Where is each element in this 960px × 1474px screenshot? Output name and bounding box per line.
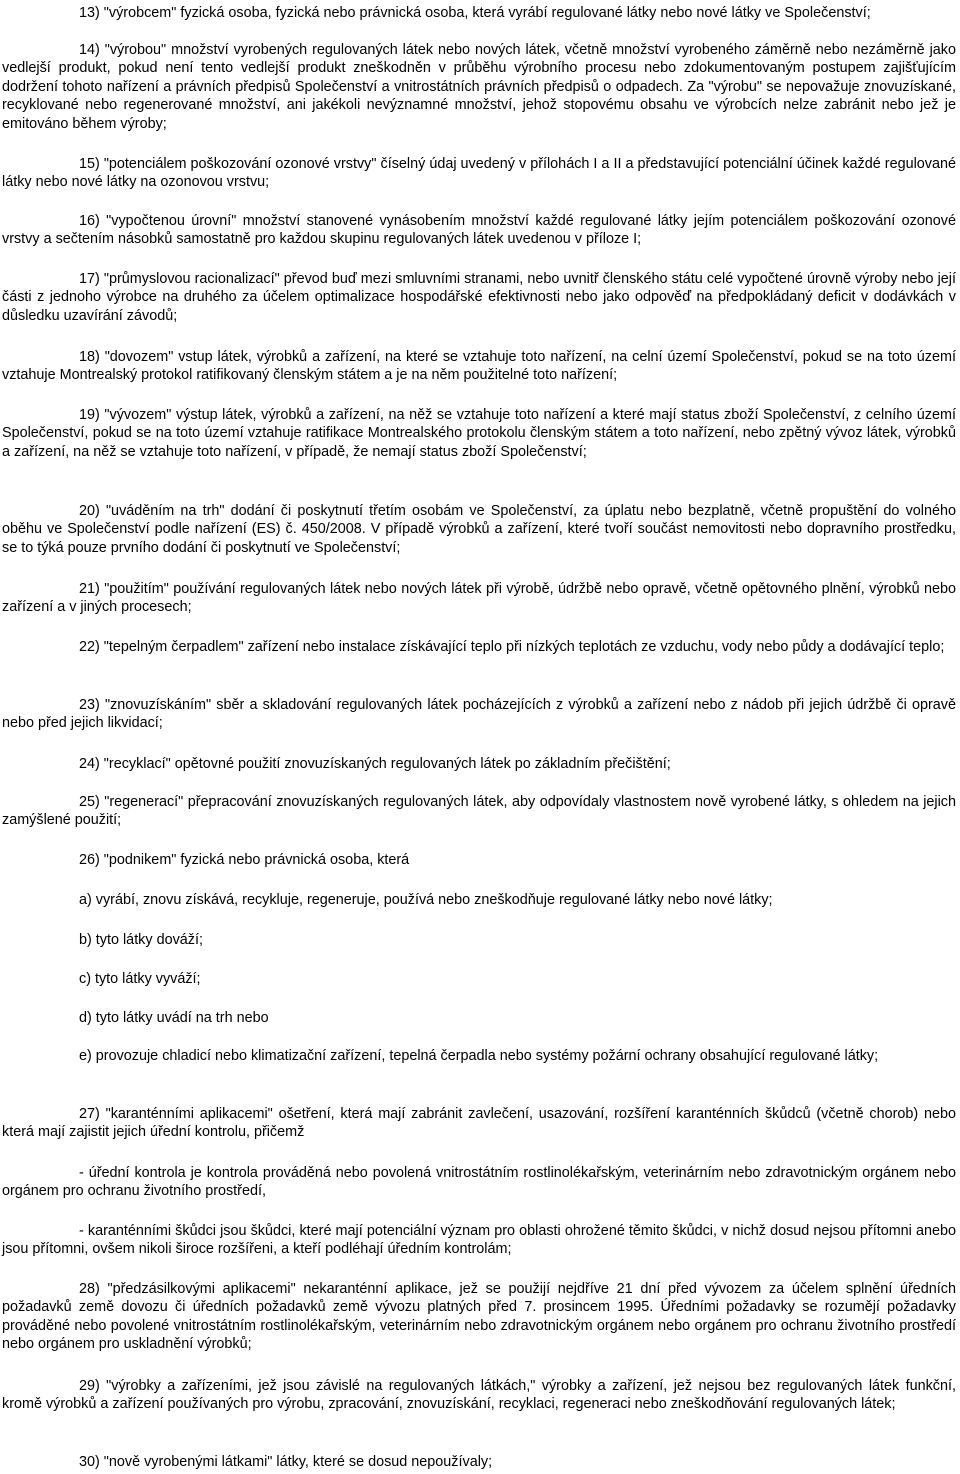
paragraph-16: 16) "vypočtenou úrovní" množství stanovené vynásobením množství každé regulované látky jejím potenciálem poškozování ozonové vrstvy a sečtením násobků samostatně pro každou skupinu regulovaných látek uvedenou v příloze I;: [2, 213, 956, 248]
paragraph-26a: a) vyrábí, znovu získává, recykluje, regeneruje, používá nebo zneškodňuje regulované látky nebo nové látky;: [79, 892, 773, 908]
paragraph-27b: - karanténními škůdci jsou škůdci, které mají potenciální význam pro oblasti ohrožené těmito škůdci, v nichž dosud nejsou přítomni anebo jsou přítomni, ovšem nikoli široce rozšířeni, a kteří podléhají úředním kontrolám;: [2, 1223, 956, 1258]
paragraph-26b: b) tyto látky dováží;: [79, 932, 203, 948]
paragraph-18: 18) "dovozem" vstup látek, výrobků a zařízení, na které se vztahuje toto nařízení, na celní území Společenství, pokud se na toto území vztahuje Montrealský protokol ratifikovaný členským státem a je na něm použitelné toto nařízení;: [2, 349, 956, 384]
paragraph-15: 15) "potenciálem poškozování ozonové vrstvy" číselný údaj uvedený v přílohách I a II a představující potenciální účinek každé regulované látky nebo nové látky na ozonovou vrstvu;: [2, 156, 956, 191]
paragraph-13: 13) "výrobcem" fyzická osoba, fyzická nebo právnická osoba, která vyrábí regulované látky nebo nové látky ve Společenství;: [79, 5, 871, 21]
paragraph-17: 17) "průmyslovou racionalizací" převod buď mezi smluvními stranami, nebo uvnitř členského státu celé vypočtené úrovně výroby nebo její části z jednoho výrobce na druhého za účelem optimalizace hospodářské efektivnosti nebo jako odpověď na předpokládaný deficit v dodávkách v důsledku uzavírání závodů;: [2, 271, 956, 324]
paragraph-28: 28) "předzásilkovými aplikacemi" nekaranténní aplikace, jež se použijí nejdříve 21 dní před vývozem za účelem splnění úředních požadavků země dovozu či úředních požadavků země vývozu platných před 7. prosincem 1995. Úředními požadavky se rozumějí požadavky prováděné nebo povolené vnitrostátním rostlinolékařským, veterinárním nebo zdravotnickým orgánem nebo orgánem pro ochranu životního prostředí nebo orgánem pro uskladnění výrobků;: [2, 1281, 956, 1353]
paragraph-26d: d) tyto látky uvádí na trh nebo: [79, 1010, 269, 1026]
paragraph-27: 27) "karanténními aplikacemi" ošetření, která mají zabránit zavlečení, usazování, rozšíření karanténních škůdců (včetně chorob) nebo která mají zajistit jejich úřední kontrolu, přičemž: [2, 1106, 956, 1141]
paragraph-19: 19) "vývozem" výstup látek, výrobků a zařízení, na něž se vztahuje toto nařízení a které mají status zboží Společenství, z celního území Společenství, pokud se na toto území vztahuje ratifikace Montrealského protokolu členským státem a toto nařízení, nebo zpětný vývoz látek, výrobků a zařízení, na něž se vztahuje toto nařízení, v případě, že nemají status zboží Společenství;: [2, 407, 956, 460]
paragraph-14: 14) "výrobou" množství vyrobených regulovaných látek nebo nových látek, včetně množství vyrobeného záměrně nebo nezáměrně jako vedlejší produkt, pokud není tento vedlejší produkt zneškodněn v průběhu výrobního procesu nebo zdokumentovaným postupem zajišťujícím dodržení tohoto nařízení a právních předpisů Společenství a vnitrostátních právních předpisů o odpadech. Za "výrobu" se nepovažuje znovuzískané, recyklované nebo regenerované množství, ani jakékoli nevýznamné množství, jehož stopovému obsahu ve výrobcích nelze zabránit nebo jež je emitováno během výroby;: [2, 42, 956, 132]
paragraph-21: 21) "použitím" používání regulovaných látek nebo nových látek při výrobě, údržbě nebo opravě, včetně opětovného plnění, výrobků nebo zařízení a v jiných procesech;: [2, 581, 956, 616]
paragraph-24: 24) "recyklací" opětovné použití znovuzískaných regulovaných látek po základním přečištění;: [79, 756, 671, 772]
paragraph-29: 29) "výrobky a zařízeními, jež jsou závislé na regulovaných látkách," výrobky a zařízení, jež nejsou bez regulovaných látek funkční, kromě výrobků a zařízení používaných pro výrobu, zpracování, znovuzískání, recyklaci, regeneraci nebo zneškodňování regulovaných látek;: [2, 1378, 956, 1413]
paragraph-23: 23) "znovuzískáním" sběr a skladování regulovaných látek pocházejících z výrobků a zařízení nebo z nádob při jejich údržbě či opravě nebo před jejich likvidací;: [2, 697, 956, 732]
paragraph-25: 25) "regenerací" přepracování znovuzískaných regulovaných látek, aby odpovídaly vlastnostem nově vyrobené látky, s ohledem na jejich zamýšlené použití;: [2, 794, 956, 829]
paragraph-30: 30) "nově vyrobenými látkami" látky, které se dosud nepoužívaly;: [79, 1454, 493, 1470]
paragraph-26c: c) tyto látky vyváží;: [79, 971, 201, 987]
paragraph-26e: e) provozuje chladicí nebo klimatizační zařízení, tepelná čerpadla nebo systémy požární ochrany obsahující regulované látky;: [79, 1048, 879, 1064]
paragraph-27a: - úřední kontrola je kontrola prováděná nebo povolená vnitrostátním rostlinolékařským, veterinárním nebo zdravotnickým orgánem nebo orgánem pro ochranu životního prostředí,: [2, 1165, 956, 1200]
paragraph-20: 20) "uváděním na trh" dodání či poskytnutí třetím osobám ve Společenství, za úplatu nebo bezplatně, včetně propuštění do volného oběhu ve Společenství podle nařízení (ES) č. 450/2008. V případě výrobků a zařízení, které tvoří součást nemovitosti nebo dopravního prostředku, se to týká pouze prvního dodání či poskytnutí ve Společenství;: [2, 503, 956, 556]
paragraph-26: 26) "podnikem" fyzická nebo právnická osoba, která: [79, 852, 410, 868]
paragraph-22: 22) "tepelným čerpadlem" zařízení nebo instalace získávající teplo při nízkých teplotách ze vzduchu, vody nebo půdy a dodávající teplo;: [79, 639, 945, 655]
